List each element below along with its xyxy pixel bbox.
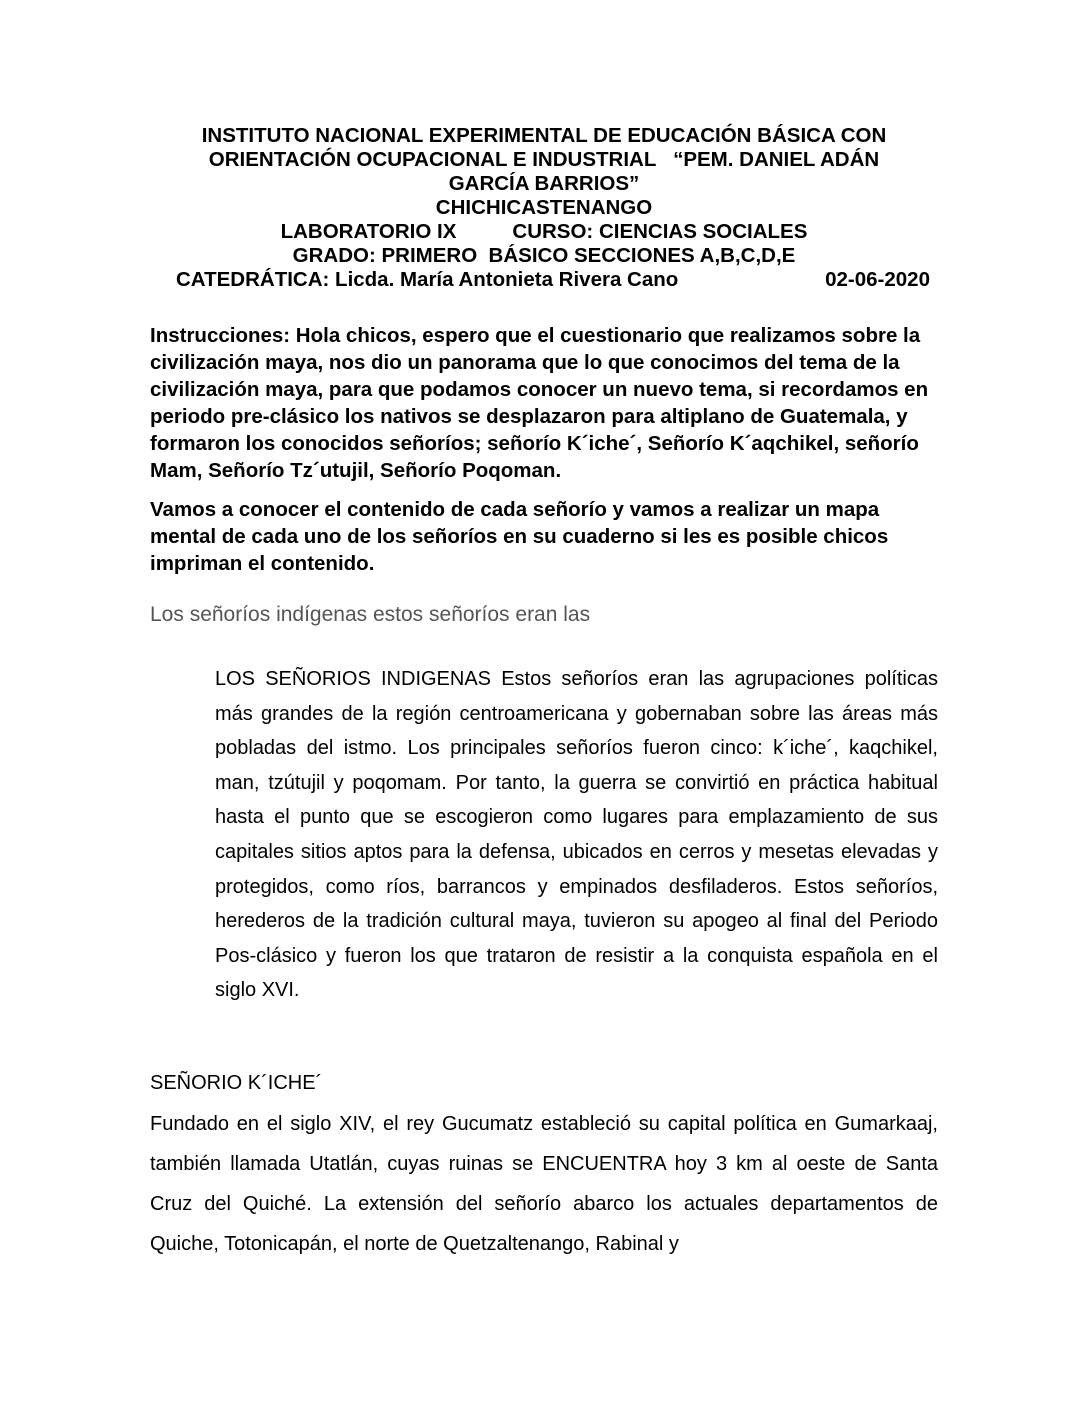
- indented-quote-block: [215, 662, 938, 1008]
- document-header: [150, 124, 938, 292]
- institution-line-3: GARCÍA BARRIOS”: [448, 172, 640, 195]
- instructions-paragraph: Instrucciones: Hola chicos, espero que el cuestionario que realizamos sobre la civilización maya, nos dio un panorama que lo que conocimos del tema de la civilización maya, para que podamos conocer un nuevo tema, si recordamos en periodo pre-clásico los nativos se desplazaron para altiplano de Guatemala, y formaron los conocidos señoríos; señorío K´iche´, Señorío K´aqchikel, señorío Mam, Señorío Tz´utujil, Señorío Poqoman.: [150, 324, 929, 482]
- section-subtitle: Los señoríos indígenas estos señoríos eran las: [150, 603, 591, 626]
- teacher-date-row: [150, 268, 938, 292]
- section-body-kiche: [150, 1104, 938, 1264]
- course-name: CURSO: CIENCIAS SOCIALES: [512, 220, 808, 243]
- quote-paragraph: LOS SEÑORIOS INDIGENAS Estos señoríos eran las agrupaciones políticas más grandes de la región centroamericana y gobernaban sobre las áreas más pobladas del istmo. Los principales señoríos fueron cinco: k´iche´, kaqchikel, man, tzútujil y poqomam. Por tanto, la guerra se convirtió en práctica habitual hasta el punto que se escogieron como lugares para emplazamiento de sus capitales sitios aptos para la defensa, ubicados en cerros y mesetas elevadas y protegidos, como ríos, barrancos y empinados desfiladeros. Estos señoríos, herederos de la tradición cultural maya, tuvieron su apogeo al final del Periodo Pos-clásico y fueron los que trataron de resistir a la conquista española en el siglo XVI.: [215, 668, 938, 1002]
- institution-line-2: ORIENTACIÓN OCUPACIONAL E INDUSTRIAL “PEM. DANIEL ADÁN: [208, 148, 880, 171]
- kiche-paragraph: Fundado en el siglo XIV, el rey Gucumatz estableció su capital política en Gumarkaaj, también llamada Utatlán, cuyas ruinas se ENCUENTRA hoy 3 km al oeste de Santa Cruz del Quiché. La extensión del señorío abarco los actuales departamentos de Quiche, Totonicapán, el norte de Quetzaltenango, Rabinal y: [150, 1113, 938, 1255]
- institution-line-1: INSTITUTO NACIONAL EXPERIMENTAL DE EDUCACIÓN BÁSICA CON: [201, 124, 887, 147]
- section-heading-kiche: SEÑORIO K´ICHE´: [150, 1072, 323, 1094]
- document-date: 02-06-2020: [825, 268, 930, 291]
- lab-course-row: [150, 220, 938, 244]
- grade-line: GRADO: PRIMERO BÁSICO SECCIONES A,B,C,D,E: [292, 244, 796, 267]
- instructions-block: [150, 322, 940, 577]
- lab-number: LABORATORIO IX: [280, 220, 457, 243]
- town-name: CHICHICASTENANGO: [435, 196, 653, 219]
- teacher-name: CATEDRÁTICA: Licda. María Antonieta Rivera Cano: [176, 268, 679, 291]
- task-paragraph: Vamos a conocer el contenido de cada señorío y vamos a realizar un mapa mental de cada uno de los señoríos en su cuaderno si les es posible chicos impriman el contenido.: [150, 498, 889, 575]
